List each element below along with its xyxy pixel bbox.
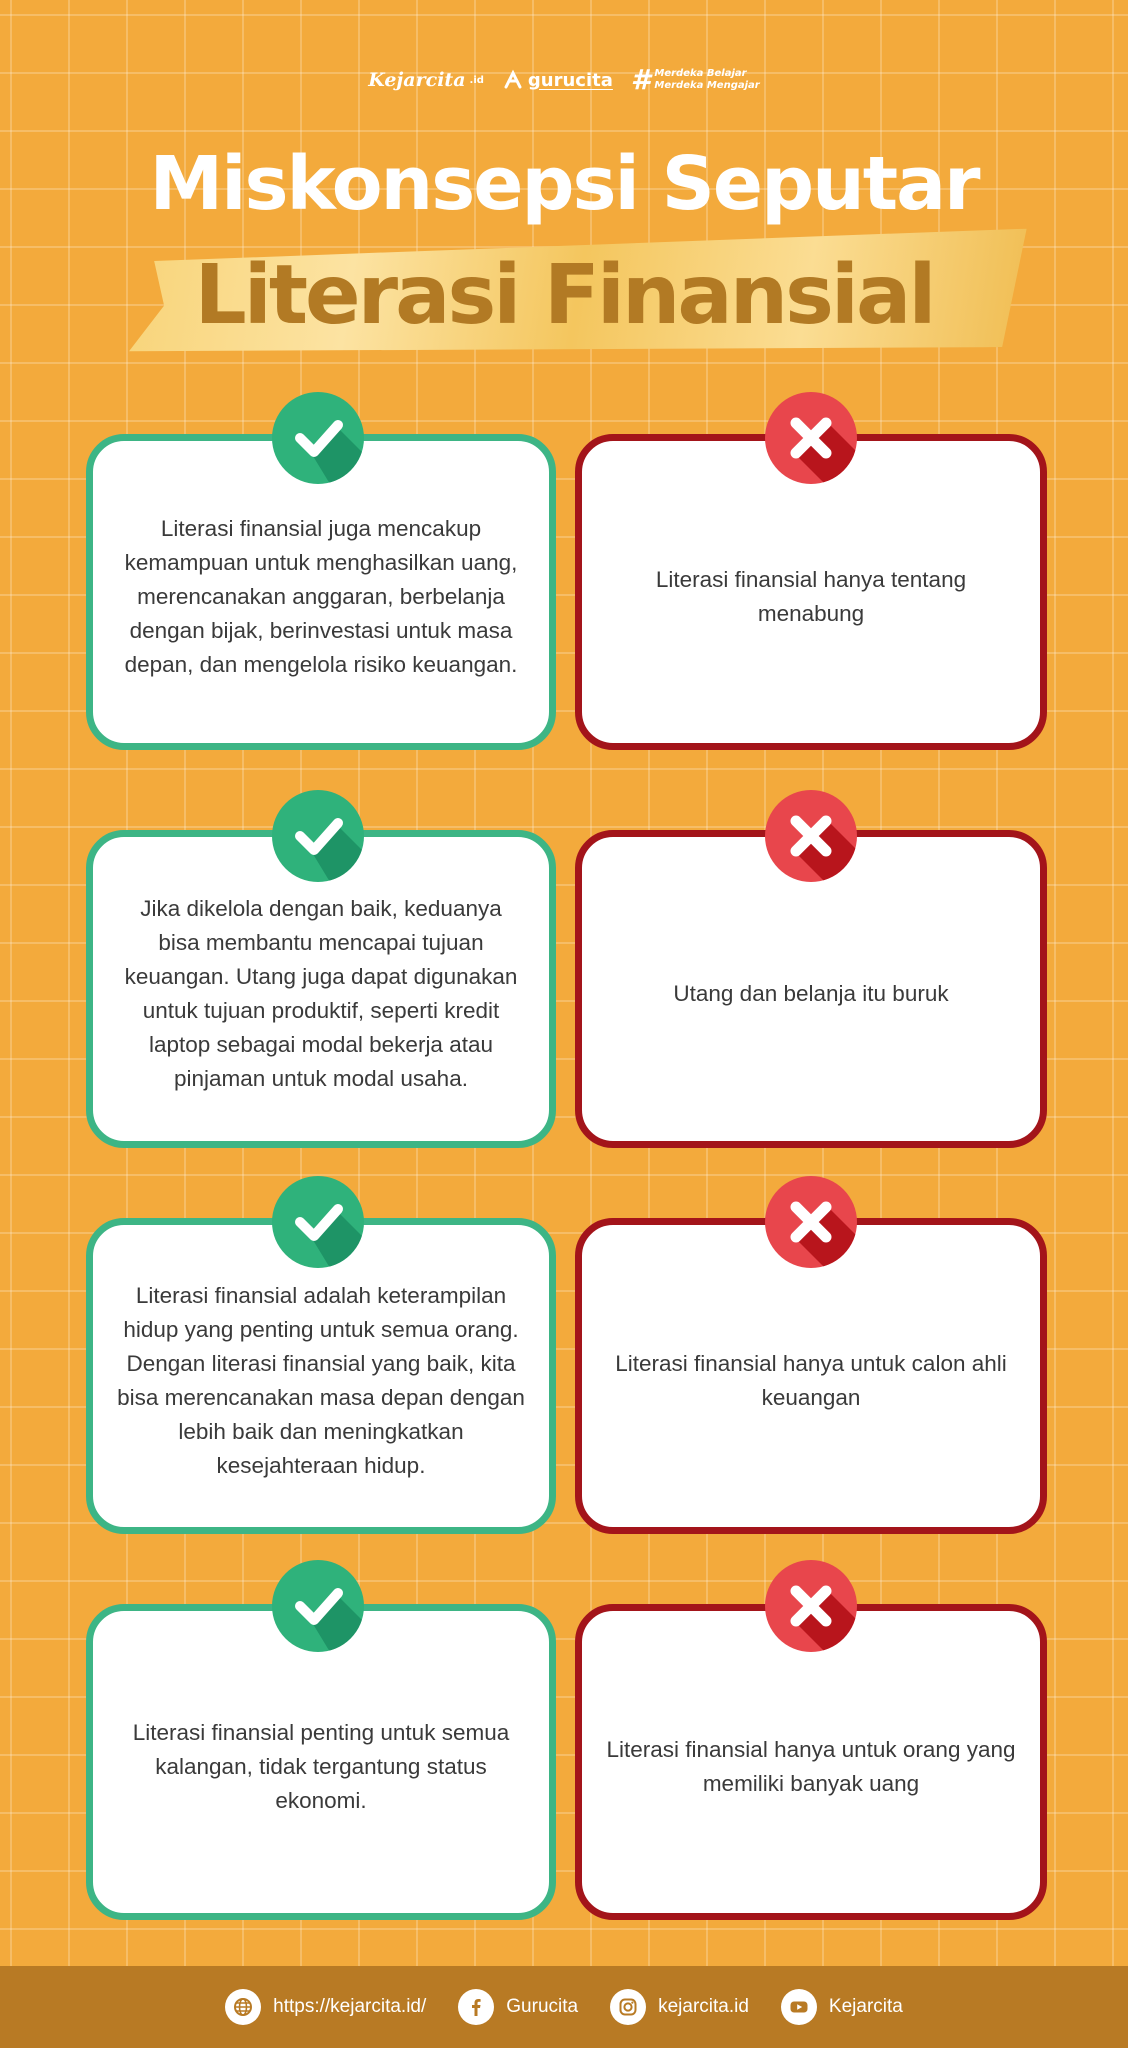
cross-icon [765,790,857,882]
footer-youtube-link[interactable] [781,1989,903,2025]
cross-icon [765,392,857,484]
fact-text: Literasi finansial juga mencakup kemampuan untuk menghasilkan uang, merencanakan anggaran, berbelanja dengan bijak, berinvestasi untuk masa depan, dan mengelola risiko keuangan. [124,516,518,677]
cross-icon [765,1560,857,1652]
myth-text: Utang dan belanja itu buruk [673,981,949,1006]
brand-logos [0,63,1128,96]
footer-youtube-label: Kejarcita [828,1996,903,2017]
gurucita-mark-icon [502,69,524,91]
footer-website-link[interactable] [225,1989,426,2025]
myth-text: Literasi finansial hanya untuk calon ahli keuangan [615,1351,1007,1410]
youtube-icon [781,1989,817,2025]
myth-text: Literasi finansial hanya tentang menabung [655,567,967,626]
merdeka-hash: # [630,63,651,96]
footer-facebook-link[interactable] [458,1989,578,2025]
instagram-icon [610,1989,646,2025]
page-subtitle: Literasi Finansial [194,248,934,343]
merdeka-line-2: Merdeka Mengajar [654,80,760,91]
fact-text: Literasi finansial adalah keterampilan hidup yang penting untuk semua orang. Dengan literasi finansial yang baik, kita bisa merencanakan masa depan dengan lebih baik dan meningkatkan kesejahteraan hidup. [117,1283,525,1478]
page-title: Miskonsepsi Seputar [149,141,979,227]
footer [0,1966,1128,2048]
footer-instagram-label: kejarcita.id [658,1996,749,2017]
facebook-icon [458,1989,494,2025]
globe-icon [225,1989,261,2025]
fact-text: Jika dikelola dengan baik, keduanya bisa membantu mencapai tujuan keuangan. Utang juga dapat digunakan untuk tujuan produktif, seperti kredit laptop sebagai modal bekerja atau pinjaman untuk modal usaha. [124,896,518,1091]
cross-icon [765,1176,857,1268]
merdeka-line-1: Merdeka Belajar [654,68,747,79]
footer-instagram-link[interactable] [610,1989,749,2025]
check-icon [272,1176,364,1268]
check-icon [272,392,364,484]
kejarcita-logo [368,69,484,91]
kejarcita-logo-text: Kejarcita [368,69,466,91]
footer-website-label: https://kejarcita.id/ [273,1996,427,2017]
kejarcita-logo-suffix: .id [469,74,484,86]
footer-facebook-label: Gurucita [506,1996,579,2017]
gurucita-logo-text: gurucita [527,69,613,91]
myth-text: Literasi finansial hanya untuk orang yang memiliki banyak uang [606,1737,1016,1796]
gurucita-logo [502,69,613,91]
check-icon [272,1560,364,1652]
fact-text: Literasi finansial penting untuk semua kalangan, tidak tergantung status ekonomi. [132,1720,510,1813]
merdeka-logo [630,63,760,96]
check-icon [272,790,364,882]
